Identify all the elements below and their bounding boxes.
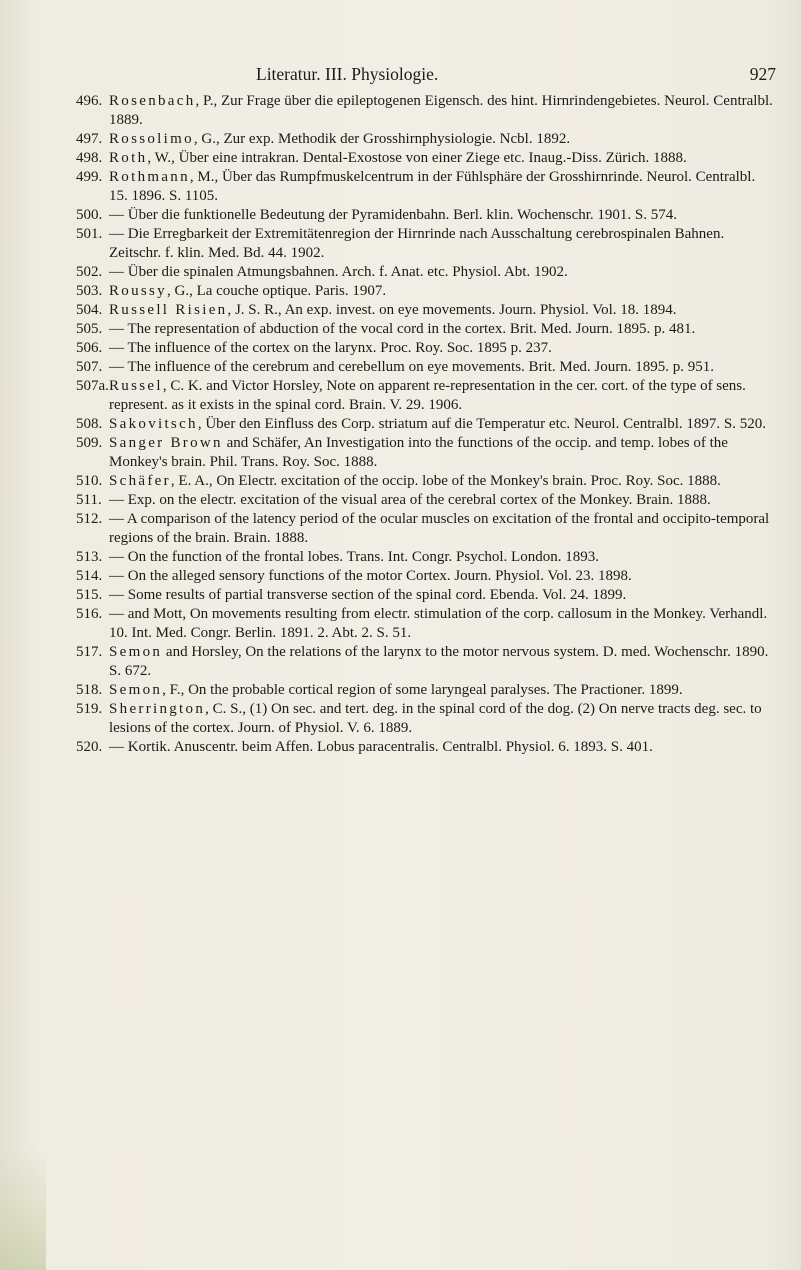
reference-list	[76, 92, 776, 757]
reference-entry	[76, 149, 776, 168]
reference-author: Rosenbach	[109, 93, 196, 109]
reference-number: 506.	[76, 340, 103, 356]
reference-text: — The influence of the cortex on the larynx. Proc. Roy. Soc. 1895 p. 237.	[109, 340, 552, 356]
reference-entry	[76, 263, 776, 282]
reference-entry	[76, 358, 776, 377]
reference-entry	[76, 491, 776, 510]
reference-text: — Some results of partial transverse section of the spinal cord. Ebenda. Vol. 24. 1899.	[109, 587, 627, 603]
reference-text: — The representation of abduction of the vocal cord in the cortex. Brit. Med. Journ. 1895. p. 481.	[109, 321, 696, 337]
reference-number: 496.	[76, 93, 103, 109]
reference-number: 508.	[76, 416, 103, 432]
reference-entry	[76, 681, 776, 700]
reference-author: Russell Risien	[109, 302, 228, 318]
reference-text: , E. A., On Electr. excitation of the occip. lobe of the Monkey's brain. Proc. Roy. Soc. 1888.	[170, 473, 721, 489]
reference-number: 519.	[76, 701, 103, 717]
reference-entry	[76, 738, 776, 757]
running-header	[96, 64, 776, 88]
reference-entry	[76, 130, 776, 149]
reference-number: 509.	[76, 435, 103, 451]
reference-author: Semon	[109, 644, 163, 660]
reference-number: 511.	[76, 492, 102, 508]
reference-text: , Über den Einfluss des Corp. striatum auf die Temperatur etc. Neurol. Centralbl. 1897. S. 520.	[197, 416, 766, 432]
reference-number: 507a.	[76, 378, 109, 394]
reference-number: 513.	[76, 549, 103, 565]
reference-author: Semon	[109, 682, 163, 698]
reference-number: 510.	[76, 473, 103, 489]
reference-number: 517.	[76, 644, 103, 660]
reference-author: Rothmann	[109, 169, 190, 185]
reference-entry	[76, 320, 776, 339]
reference-number: 497.	[76, 131, 103, 147]
reference-entry	[76, 92, 776, 130]
reference-entry	[76, 567, 776, 586]
reference-author: Sakovitsch	[109, 416, 198, 432]
reference-text: — On the alleged sensory functions of the motor Cortex. Journ. Physiol. Vol. 23. 1898.	[109, 568, 632, 584]
reference-author: Russel	[109, 378, 163, 394]
page-number: 927	[749, 64, 776, 84]
reference-number: 518.	[76, 682, 103, 698]
reference-text: , P., Zur Frage über die epileptogenen Eigensch. des hint. Hirnrindengebietes. Neurol. Centralbl. 1889.	[109, 93, 773, 128]
reference-number: 499.	[76, 169, 103, 185]
reference-text: , G., Zur exp. Methodik der Grosshirnphysiologie. Ncbl. 1892.	[193, 131, 571, 147]
reference-entry	[76, 434, 776, 472]
page-edge-stain	[0, 1150, 46, 1270]
reference-text: , M., Über das Rumpfmuskelcentrum in der Fühlsphäre der Grosshirnrinde. Neurol. Centralbl. 15. 1896. S. 1105.	[109, 169, 756, 204]
reference-entry	[76, 225, 776, 263]
reference-text: and Schäfer, An Investigation into the functions of the occip. and temp. lobes of the Monkey's brain. Phil. Trans. Roy. Soc. 1888.	[109, 435, 728, 470]
reference-author: Roth	[109, 150, 148, 166]
reference-number: 501.	[76, 226, 103, 242]
reference-author: Schäfer	[109, 473, 171, 489]
reference-number: 503.	[76, 283, 103, 299]
reference-number: 512.	[76, 511, 103, 527]
reference-author: Roussy	[109, 283, 167, 299]
reference-entry	[76, 168, 776, 206]
reference-entry	[76, 700, 776, 738]
reference-number: 505.	[76, 321, 103, 337]
reference-entry	[76, 510, 776, 548]
reference-number: 507.	[76, 359, 103, 375]
reference-entry	[76, 605, 776, 643]
reference-text: — Über die funktionelle Bedeutung der Pyramidenbahn. Berl. klin. Wochenschr. 1901. S. 574.	[109, 207, 677, 223]
reference-text: , G., La couche optique. Paris. 1907.	[166, 283, 387, 299]
reference-text: — On the function of the frontal lobes. Trans. Int. Congr. Psychol. London. 1893.	[109, 549, 599, 565]
reference-text: — The influence of the cerebrum and cerebellum on eye movements. Brit. Med. Journ. 1895. p. 951.	[109, 359, 714, 375]
reference-number: 504.	[76, 302, 103, 318]
reference-entry	[76, 206, 776, 225]
reference-entry	[76, 586, 776, 605]
reference-entry	[76, 282, 776, 301]
reference-text: — Über die spinalen Atmungsbahnen. Arch. f. Anat. etc. Physiol. Abt. 1902.	[109, 264, 568, 280]
reference-entry	[76, 548, 776, 567]
reference-entry	[76, 377, 776, 415]
reference-number: 516.	[76, 606, 103, 622]
reference-text: , C. S., (1) On sec. and tert. deg. in the spinal cord of the dog. (2) On nerve tracts deg. sec. to lesions of the cortex. Journ. of Physiol. V. 6. 1889.	[109, 701, 762, 736]
reference-author: Sanger Brown	[109, 435, 223, 451]
reference-number: 520.	[76, 739, 103, 755]
reference-text: — Kortik. Anuscentr. beim Affen. Lobus paracentralis. Centralbl. Physiol. 6. 1893. S. 401.	[109, 739, 653, 755]
reference-number: 514.	[76, 568, 103, 584]
reference-author: Rossolimo	[109, 131, 194, 147]
reference-text: — Exp. on the electr. excitation of the visual area of the cerebral cortex of the Monkey. Brain. 1888.	[109, 492, 711, 508]
reference-entry	[76, 472, 776, 491]
reference-entry	[76, 415, 776, 434]
reference-text: — A comparison of the latency period of the ocular muscles on excitation of the frontal and occipito-temporal regions of the brain. Brain. 1888.	[109, 511, 770, 546]
reference-entry	[76, 643, 776, 681]
reference-text: — and Mott, On movements resulting from electr. stimulation of the corp. callosum in the Monkey. Verhandl. 10. Int. Med. Congr. Berlin. 1891. 2. Abt. 2. S. 51.	[109, 606, 768, 641]
running-title: Literatur. III. Physiologie.	[256, 64, 439, 84]
reference-text: , J. S. R., An exp. invest. on eye movements. Journ. Physiol. Vol. 18. 1894.	[227, 302, 677, 318]
reference-text: — Die Erregbarkeit der Extremitätenregion der Hirnrinde nach Ausschaltung cerebrospinalen Bahnen. Zeitschr. f. klin. Med. Bd. 44. 1902.	[109, 226, 725, 261]
reference-entry	[76, 339, 776, 358]
reference-text: , F., On the probable cortical region of some laryngeal paralyses. The Practioner. 1899.	[162, 682, 683, 698]
reference-entry	[76, 301, 776, 320]
reference-number: 515.	[76, 587, 103, 603]
reference-number: 500.	[76, 207, 103, 223]
reference-text: and Horsley, On the relations of the larynx to the motor nervous system. D. med. Wochenschr. 1890. S. 672.	[109, 644, 769, 679]
reference-number: 498.	[76, 150, 103, 166]
reference-author: Sherrington	[109, 701, 206, 717]
reference-number: 502.	[76, 264, 103, 280]
reference-text: , W., Über eine intrakran. Dental-Exostose von einer Ziege etc. Inaug.-Diss. Zürich. 1888.	[147, 150, 687, 166]
reference-text: , C. K. and Victor Horsley, Note on apparent re-representation in the cer. cort. of the type of sens. represent. as it exists in the spinal cord. Brain. V. 29. 1906.	[109, 378, 746, 413]
